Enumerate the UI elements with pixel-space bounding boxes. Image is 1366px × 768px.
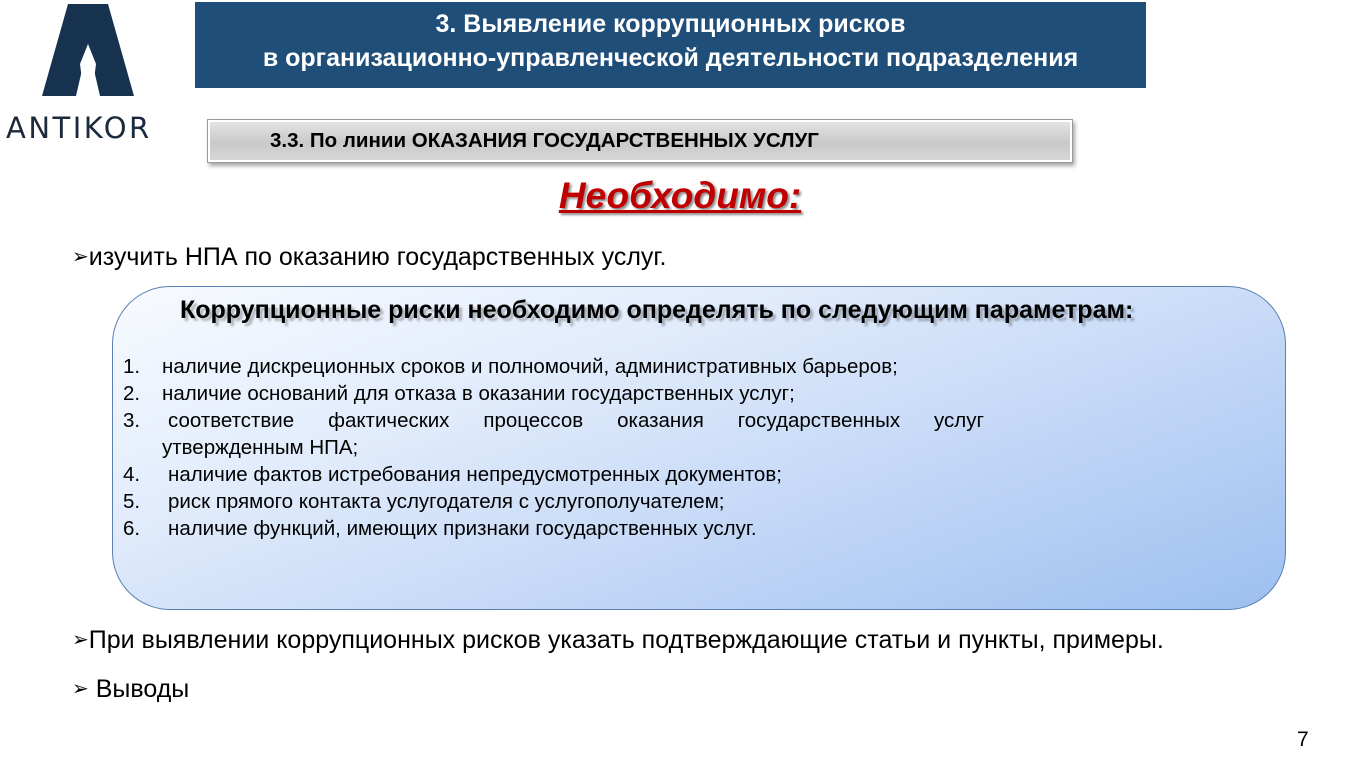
antikor-logo-icon bbox=[40, 4, 136, 98]
list-item: 6. наличие функций, имеющих признаки государственных услуг. bbox=[123, 517, 757, 540]
arrow-bullet-icon: ➢ bbox=[72, 629, 89, 651]
page-number: 7 bbox=[1297, 728, 1309, 751]
logo bbox=[0, 0, 190, 160]
list-item: 2. наличие оснований для отказа в оказании государственных услуг; bbox=[123, 382, 795, 405]
section-subtitle: 3.3. По линии ОКАЗАНИЯ ГОСУДАРСТВЕННЫХ УСЛУГ bbox=[207, 119, 1073, 163]
bullet-conclusions bbox=[72, 675, 189, 704]
list-item: 4. наличие фактов истребования непредусмотренных документов; bbox=[123, 463, 782, 486]
arrow-bullet-icon: ➢ bbox=[72, 246, 89, 268]
necessary-heading-wrap bbox=[0, 175, 1366, 217]
list-item: 3. соответствие фактических процессов оказания государственных услуг утвержденным НПА; bbox=[123, 407, 993, 461]
bullet-text: изучить НПА по оказанию государственных услуг. bbox=[88, 243, 667, 271]
panel-heading: Коррупционные риски необходимо определять по следующим параметрам: bbox=[180, 296, 1134, 324]
arrow-bullet-icon: ➢ bbox=[72, 678, 89, 700]
bullet-text: При выявлении коррупционных рисков указать подтверждающие статьи и пункты, примеры. bbox=[88, 626, 1164, 654]
list-item-line2: утвержденным НПА; bbox=[162, 436, 359, 459]
bullet-specify-articles bbox=[72, 626, 1164, 655]
list-item-line1: соответствие фактических процессов оказания государственных услуг bbox=[168, 409, 984, 432]
list-item: 5. риск прямого контакта услугодателя с услугополучателем; bbox=[123, 490, 725, 513]
list-item: 1. наличие дискреционных сроков и полномочий, административных барьеров; bbox=[123, 355, 898, 378]
risk-list bbox=[123, 353, 993, 542]
slide-title-line1: 3. Выявление коррупционных рисков bbox=[435, 10, 906, 38]
slide-title bbox=[195, 2, 1146, 88]
bullet-text: Выводы bbox=[88, 675, 190, 703]
necessary-heading: Необходимо: bbox=[558, 175, 802, 216]
logo-text: ANTIKOR bbox=[6, 111, 152, 145]
slide-title-line2: в организационно-управленческой деятельности подразделения bbox=[262, 44, 1079, 72]
bullet-study-npa bbox=[72, 243, 666, 272]
